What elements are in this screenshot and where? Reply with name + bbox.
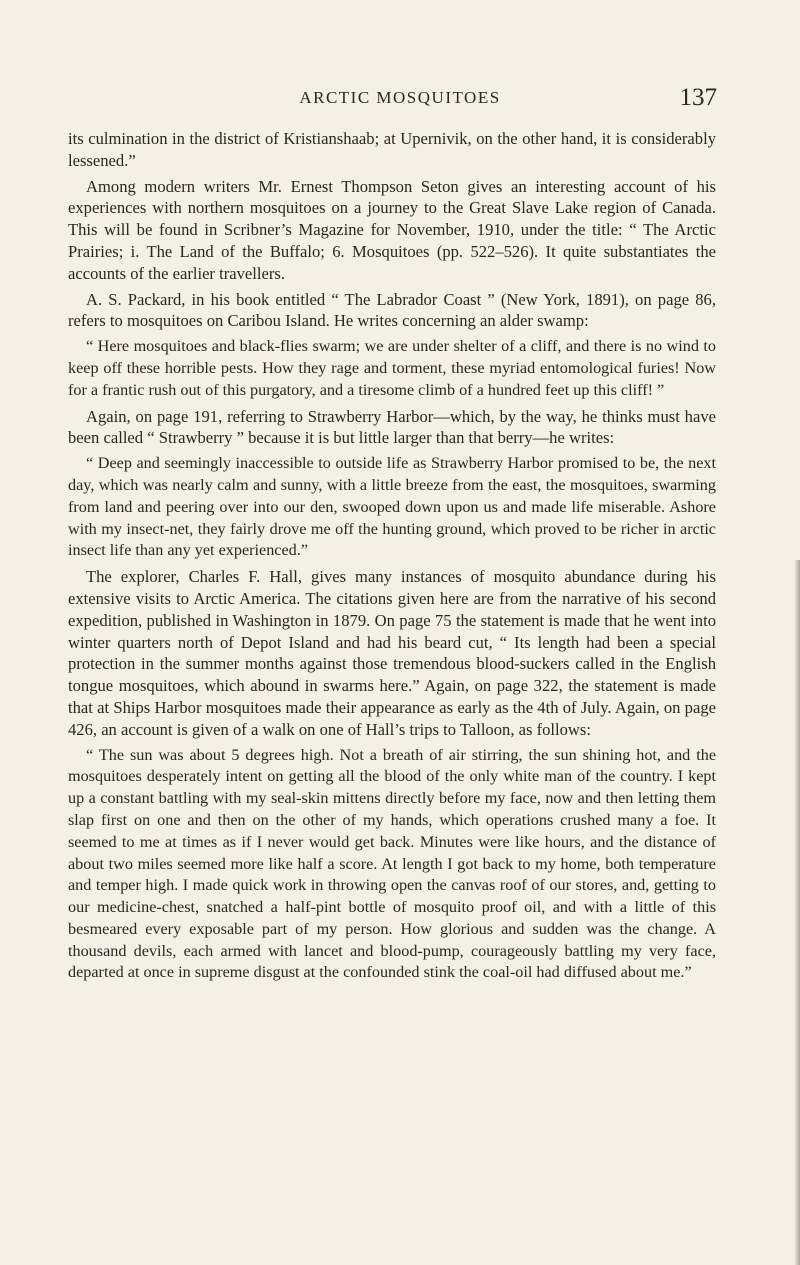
body-text xyxy=(68,128,716,988)
quote-caribou-island: “ Here mosquitoes and black-flies swarm; we are under shelter of a cliff, and there is no wind to keep off these horrible pests. How they rage and torment, these myriad entomological furies! Now for a frantic rush out of this purgatory, and a tiresome climb of a hundred feet up this cliff! ” xyxy=(68,337,716,399)
paragraph-packard: A. S. Packard, in his book entitled “ The Labrador Coast ” (New York, 1891), on page 86, refers to mosquitoes on Caribou Island. He writes concerning an alder swamp: xyxy=(68,289,716,331)
page-number: 137 xyxy=(679,84,717,111)
paragraph-continuation: its culmination in the district of Kristianshaab; at Upernivik, on the other hand, it is considerably lessened.” xyxy=(68,129,716,170)
quote-strawberry-harbor: “ Deep and seemingly inaccessible to outside life as Strawberry Harbor promised to be, the next day, which was nearly calm and sunny, with a little breeze from the east, the mosquitoes, swarming from land and peering over into our den, swooped down upon us and made life miserable. Ashore with my insect-net, they fairly drove me off the hunting ground, which proved to be richer in arctic insect life than any yet experienced.” xyxy=(68,454,716,560)
running-title: ARCTIC MOSQUITOES xyxy=(299,88,501,107)
paragraph-strawberry-harbor: Again, on page 191, referring to Strawberry Harbor—which, by the way, he thinks must have been called “ Strawberry ” because it is but little larger than that berry—he writes: xyxy=(68,406,716,448)
quote-hall: “ The sun was about 5 degrees high. Not a breath of air stirring, the sun shining hot, and the mosquitoes desperately intent on getting all the blood of the only white man of the country. I kept up a constant battling with my seal-skin mittens directly before my face, now and then letting them slap first on one and then on the other of my hands, which operations crushed many a foe. It seemed to me at times as if I never would get back. Minutes were like hours, and the distance of about two miles seemed more like half a score. At length I got back to my home, both temperature and temper high. I made quick work in throwing open the canvas roof of our stores, and, getting to our medicine-chest, snatched a half-pint bottle of mosquito proof oil, and with a little of this besmeared every exposable part of my person. How glorious and sudden was the change. A thousand devils, each armed with lancet and blood-pump, courageously battling my very face, departed at once in supreme disgust at the confounded stink the coal-oil had diffused about me.” xyxy=(68,745,716,982)
paragraph-seton: Among modern writers Mr. Ernest Thompson Seton gives an interesting account of his experiences with northern mosquitoes on a journey to the Great Slave Lake region of Canada. This will be found in Scribner’s Magazine for November, 1910, under the title: “ The Arctic Prairies; i. The Land of the Buffalo; 6. Mosquitoes (pp. 522–526). It quite substantiates the accounts of the earlier travellers. xyxy=(68,176,716,283)
running-head xyxy=(0,84,800,114)
page-edge-shadow xyxy=(794,560,800,1265)
paragraph-hall: The explorer, Charles F. Hall, gives many instances of mosquito abundance during his extensive visits to Arctic America. The citations given here are from the narrative of his second expedition, published in Washington in 1879. On page 75 the statement is made that he went into winter quarters north of Depot Island and had his beard cut, “ Its length had been a special protection in the summer months against those tremendous blood-suckers called in the English tongue mosquitoes, which abound in swarms here.” Again, on page 322, the statement is made that at Ships Harbor mosquitoes made their appearance as early as the 4th of July. Again, on page 426, an account is given of a walk on one of Hall’s trips to Talloon, as follows: xyxy=(68,567,716,739)
